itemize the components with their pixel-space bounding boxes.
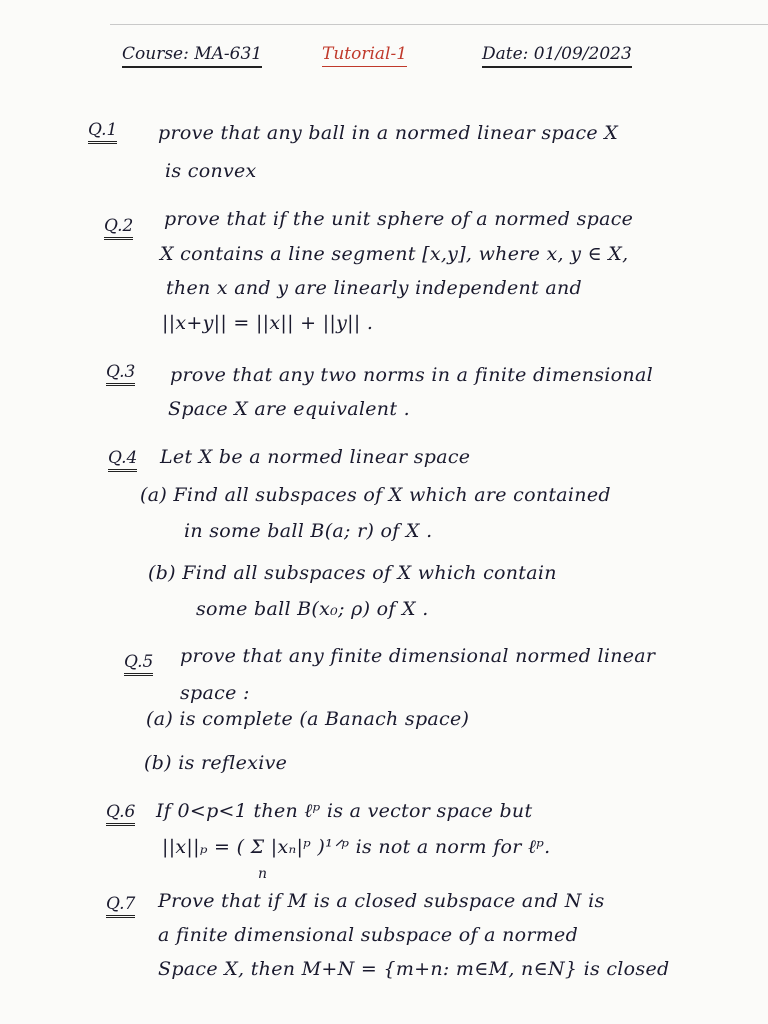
question-line: in some ball B(a; r) of X .: [184, 520, 433, 542]
question-number: Q.2: [104, 216, 133, 240]
question-line: prove that any two norms in a finite dimensional: [170, 364, 653, 386]
top-rule: [110, 24, 768, 25]
question-line: some ball B(x₀; ρ) of X .: [196, 598, 429, 620]
question-line: is convex: [165, 160, 257, 182]
question-line: prove that any finite dimensional normed linear: [180, 645, 656, 667]
question-number: Q.3: [106, 362, 135, 386]
question-line: X contains a line segment [x,y], where x, y ∈ X,: [160, 243, 629, 265]
question-line: (a) Find all subspaces of X which are contained: [140, 484, 611, 506]
question-line: ||x+y|| = ||x|| + ||y|| .: [162, 312, 374, 334]
course-code: Course: MA-631: [122, 44, 262, 68]
question-number: Q.6: [106, 802, 135, 826]
question-line: Space X, then M+N = {m+n: m∈M, n∈N} is closed: [158, 958, 670, 980]
question-number: Q.7: [106, 894, 135, 918]
question-line: Prove that if M is a closed subspace and N is: [158, 890, 605, 912]
question-number: Q.4: [108, 448, 137, 472]
question-line: (b) Find all subspaces of X which contain: [148, 562, 557, 584]
question-line: a finite dimensional subspace of a normed: [158, 924, 579, 946]
question-line: prove that any ball in a normed linear space X: [158, 122, 619, 144]
question-number: Q.5: [124, 652, 153, 676]
tutorial-title: Tutorial-1: [322, 44, 407, 67]
question-line: (a) is complete (a Banach space): [146, 708, 470, 730]
question-line: ||x||ₚ = ( Σ |xₙ|ᵖ )¹ᐟᵖ is not a norm for ℓᵖ.: [162, 836, 551, 858]
question-line: space :: [180, 682, 250, 704]
question-number: Q.1: [88, 120, 117, 144]
question-line: prove that if the unit sphere of a normed space: [164, 208, 634, 230]
question-line: Space X are equivalent .: [168, 398, 410, 420]
question-line: (b) is reflexive: [144, 752, 288, 774]
question-line: Let X be a normed linear space: [160, 446, 471, 468]
question-line: then x and y are linearly independent and: [166, 277, 582, 299]
question-line: If 0<p<1 then ℓᵖ is a vector space but: [156, 800, 533, 822]
date-label: Date: 01/09/2023: [482, 44, 632, 68]
sum-index: n: [258, 866, 268, 882]
